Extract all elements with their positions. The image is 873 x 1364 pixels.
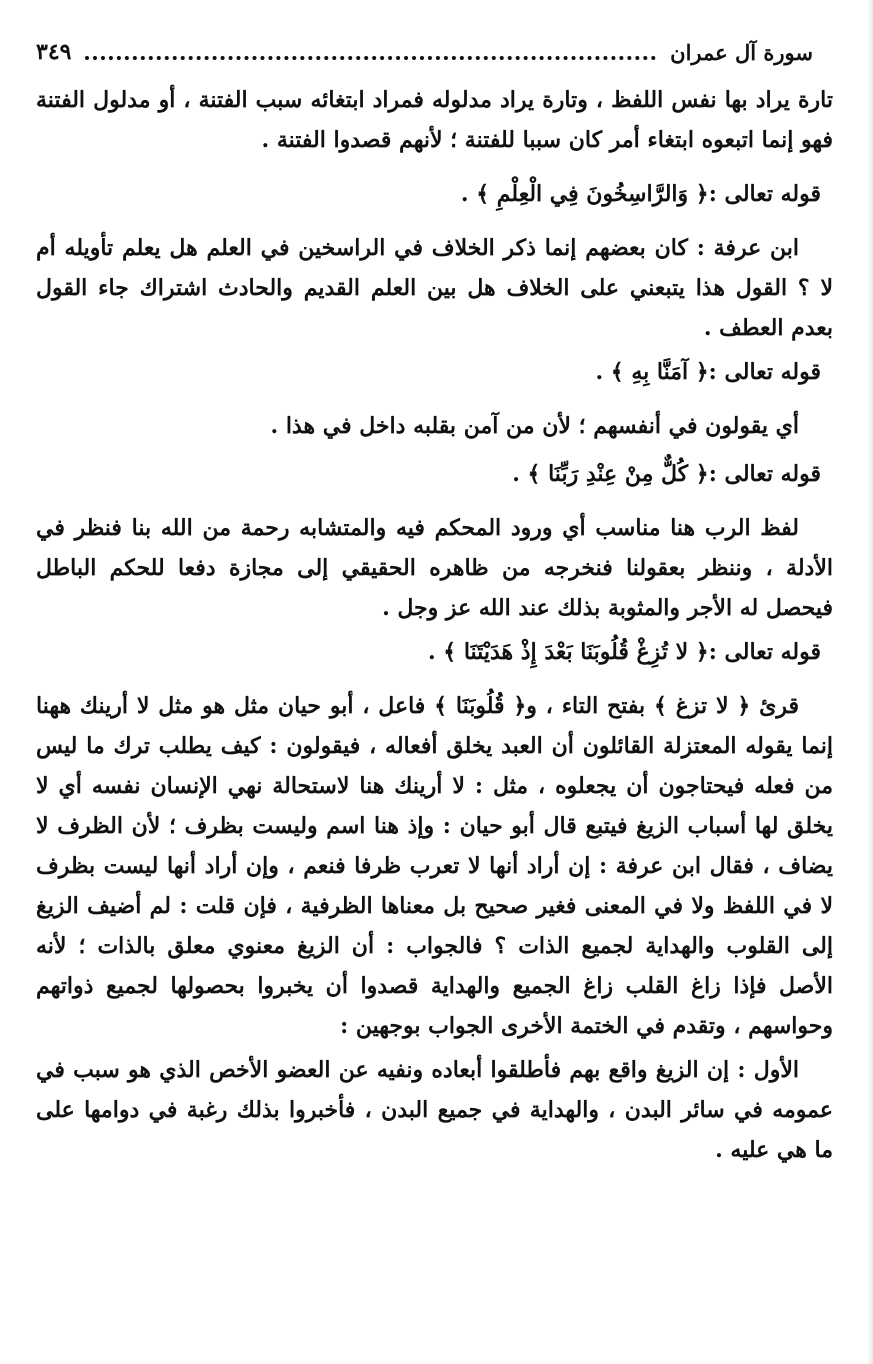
page-number: ٣٤٩	[36, 39, 72, 65]
verse-heading-4: قوله تعالى :﴿ لا تُزِغْ قُلُوبَنَا بَعْدَ إِذْ هَدَيْتَنَا ﴾ .	[427, 639, 821, 665]
paragraph-6: الأول : إن الزيغ واقع بهم فأطلقوا أبعاده ونفيه عن العضو الأخص الذي هو سبب في عمومه في سائر البدن ، والهداية في جميع البدن ، فأخبروا بذلك رغبة في دوامها على ما هي عليه .	[36, 1057, 833, 1163]
page-body	[36, 80, 833, 1184]
paragraph-3: أي يقولون في أنفسهم ؛ لأن من آمن بقلبه داخل في هذا .	[270, 413, 799, 439]
paragraph-1: تارة يراد بها نفس اللفظ ، وتارة يراد مدلوله فمراد ابتغائه سبب الفتنة ، أو مدلول الفتنة فهو إنما اتبعوه ابتغاء أمر كان سببا للفتنة ؛ لأنهم قصدوا الفتنة .	[36, 87, 833, 153]
running-head	[36, 34, 813, 70]
page-gutter-shadow	[867, 0, 873, 1364]
paragraph-5: قرئ ﴿ لا تزغ ﴾ بفتح التاء ، و﴿ قُلُوبَنَا ﴾ فاعل ، أبو حيان مثل هو مثل لا أرينك ههنا إنما يقوله المعتزلة القائلون أن العبد يخلق أفعاله ، فيقولون : كيف يطلب ترك ما ليس من فعله فيحتاجون أن يجعلوه ، مثل : لا أرينك هنا لاستحالة نهي الإنسان نفسه أي لا يخلق لها أسباب الزيغ فيتبع قال أبو حيان : وإذ هنا اسم وليست بظرف ؛ لأن الظرف لا يضاف ، فقال ابن عرفة : إن أراد أنها لا تعرب ظرفا فنعم ، وإن أراد أنها ليست بظرف لا في اللفظ ولا في المعنى فغير صحيح بل معناها الظرفية ، فإن قلت : لم أضيف الزيغ إلى القلوب والهداية لجميع الذات ؟ فالجواب : أن الزيغ معنوي معلق بالذات ؛ لأنه الأصل فإذا زاغ القلب زاغ الجميع والهداية قصدوا أن يخبروا بحصولها لجميع ذواتهم وحواسهم ، وتقدم في الختمة الأخرى الجواب بوجهين :	[36, 693, 833, 1039]
verse-heading-2: قوله تعالى :﴿ آمَنَّا بِهِ ﴾ .	[595, 359, 821, 385]
verse-heading-1: قوله تعالى :﴿ وَالرَّاسِخُونَ فِي الْعِلْمِ ﴾ .	[460, 181, 821, 207]
paragraph-2: ابن عرفة : كان بعضهم إنما ذكر الخلاف في الراسخين في العلم هل يعلم تأويله أم لا ؟ القول هذا يتبعني على الخلاف هل بين العلم القديم والحادث اشتراك جاء القول بعدم العطف .	[36, 235, 833, 341]
verse-heading-3: قوله تعالى :﴿ كُلٌّ مِنْ عِنْدِ رَبِّنَا ﴾ .	[512, 461, 821, 487]
paragraph-4: لفظ الرب هنا مناسب أي ورود المحكم فيه والمتشابه رحمة من الله بنا فنظر في الأدلة ، وننظر بعقولنا فنخرجه من ظاهره الحقيقي إلى مجازة دفعا للحكم الباطل فيحصل له الأجر والمثوبة بذلك عند الله عز وجل .	[36, 515, 833, 621]
surah-title: سورة آل عمران	[670, 39, 813, 65]
dotted-leader	[85, 52, 656, 60]
